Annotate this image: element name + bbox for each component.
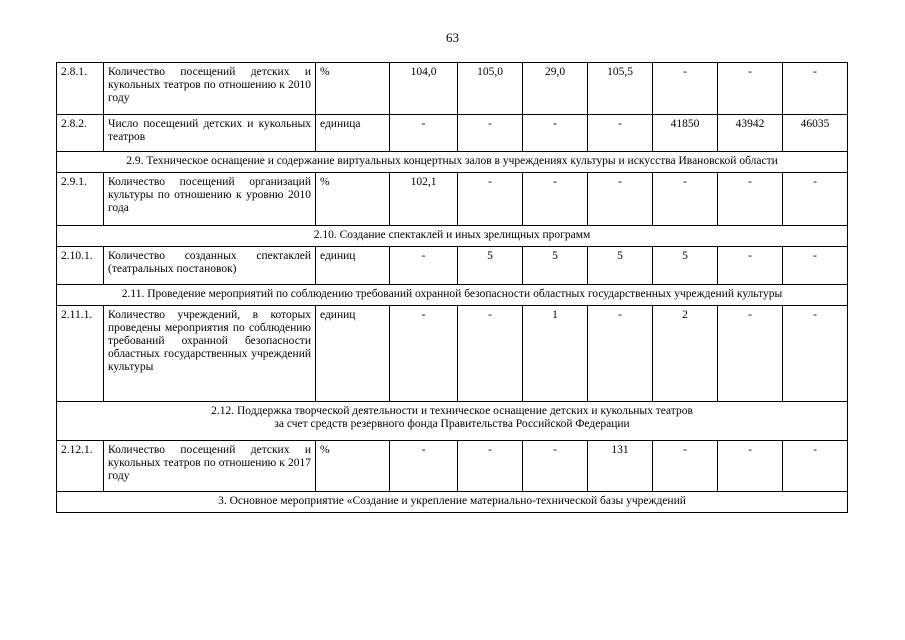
value-cell: - bbox=[390, 247, 458, 285]
section-row bbox=[57, 226, 848, 247]
value-cell: - bbox=[783, 306, 848, 402]
unit: % bbox=[316, 441, 390, 492]
value-cell: 1 bbox=[523, 306, 588, 402]
value-cell: 29,0 bbox=[523, 63, 588, 115]
value-cell: - bbox=[783, 173, 848, 226]
value-cell: - bbox=[718, 63, 783, 115]
value-cell: 131 bbox=[588, 441, 653, 492]
unit: единиц bbox=[316, 247, 390, 285]
value-cell: - bbox=[588, 306, 653, 402]
value-cell: - bbox=[783, 63, 848, 115]
section-row bbox=[57, 285, 848, 306]
row-number: 2.10.1. bbox=[57, 247, 104, 285]
row-number: 2.9.1. bbox=[57, 173, 104, 226]
value-cell: 5 bbox=[653, 247, 718, 285]
value-cell: - bbox=[653, 173, 718, 226]
page-number: 63 bbox=[446, 30, 459, 45]
unit: единиц bbox=[316, 306, 390, 402]
value-cell: - bbox=[458, 115, 523, 152]
section-heading-line: 2.12. Поддержка творческой деятельности и техническое оснащение детских и кукольных театров bbox=[211, 405, 693, 417]
section-heading-line: за счет средств резервного фонда Правительства Российской Федерации bbox=[274, 418, 630, 430]
section-heading: 2.10. Создание спектаклей и иных зрелищных программ bbox=[57, 226, 848, 247]
value-cell: - bbox=[718, 306, 783, 402]
indicator-name: Число посещений детских и кукольных театров bbox=[104, 115, 316, 152]
value-cell: - bbox=[588, 115, 653, 152]
value-cell: - bbox=[718, 247, 783, 285]
value-cell: - bbox=[653, 63, 718, 115]
value-cell: - bbox=[523, 173, 588, 226]
table-row bbox=[57, 173, 848, 226]
indicator-name: Количество учреждений, в которых проведены мероприятия по соблюдению требований охранной безопасности областных государственных учреждений культуры bbox=[104, 306, 316, 402]
value-cell: 105,5 bbox=[588, 63, 653, 115]
value-cell: 104,0 bbox=[390, 63, 458, 115]
indicator-name: Количество посещений организаций культуры по отношению к уровню 2010 года bbox=[104, 173, 316, 226]
table-row bbox=[57, 441, 848, 492]
value-cell: - bbox=[718, 441, 783, 492]
table-row bbox=[57, 247, 848, 285]
value-cell: 105,0 bbox=[458, 63, 523, 115]
value-cell: - bbox=[390, 306, 458, 402]
value-cell: - bbox=[458, 306, 523, 402]
unit: % bbox=[316, 173, 390, 226]
value-cell: 5 bbox=[458, 247, 523, 285]
unit: % bbox=[316, 63, 390, 115]
value-cell: - bbox=[588, 173, 653, 226]
indicators-table bbox=[56, 62, 848, 513]
section-heading: 2.9. Техническое оснащение и содержание виртуальных концертных залов в учреждениях культуры и искусства Ивановской области bbox=[57, 152, 848, 173]
value-cell: - bbox=[523, 441, 588, 492]
value-cell: 41850 bbox=[653, 115, 718, 152]
value-cell: - bbox=[390, 441, 458, 492]
indicator-name: Количество посещений детских и кукольных театров по отношению к 2010 году bbox=[104, 63, 316, 115]
row-number: 2.8.1. bbox=[57, 63, 104, 115]
value-cell: 43942 bbox=[718, 115, 783, 152]
value-cell: - bbox=[783, 247, 848, 285]
section-heading: 3. Основное мероприятие «Создание и укрепление материально-технической базы учреждений bbox=[57, 492, 848, 513]
value-cell: - bbox=[458, 173, 523, 226]
row-number: 2.11.1. bbox=[57, 306, 104, 402]
table-row bbox=[57, 63, 848, 115]
section-heading: 2.11. Проведение мероприятий по соблюдению требований охранной безопасности областных государственных учреждений культуры bbox=[57, 285, 848, 306]
value-cell: - bbox=[783, 441, 848, 492]
value-cell: - bbox=[390, 115, 458, 152]
value-cell: - bbox=[523, 115, 588, 152]
section-row bbox=[57, 152, 848, 173]
unit: единица bbox=[316, 115, 390, 152]
value-cell: 46035 bbox=[783, 115, 848, 152]
value-cell: 102,1 bbox=[390, 173, 458, 226]
row-number: 2.12.1. bbox=[57, 441, 104, 492]
indicator-name: Количество созданных спектаклей (театральных постановок) bbox=[104, 247, 316, 285]
value-cell: 5 bbox=[588, 247, 653, 285]
section-row bbox=[57, 402, 848, 441]
value-cell: 5 bbox=[523, 247, 588, 285]
row-number: 2.8.2. bbox=[57, 115, 104, 152]
table-row bbox=[57, 115, 848, 152]
indicator-name: Количество посещений детских и кукольных театров по отношению к 2017 году bbox=[104, 441, 316, 492]
section-heading bbox=[57, 402, 848, 441]
value-cell: - bbox=[653, 441, 718, 492]
section-row bbox=[57, 492, 848, 513]
value-cell: 2 bbox=[653, 306, 718, 402]
table-row bbox=[57, 306, 848, 402]
value-cell: - bbox=[458, 441, 523, 492]
value-cell: - bbox=[718, 173, 783, 226]
